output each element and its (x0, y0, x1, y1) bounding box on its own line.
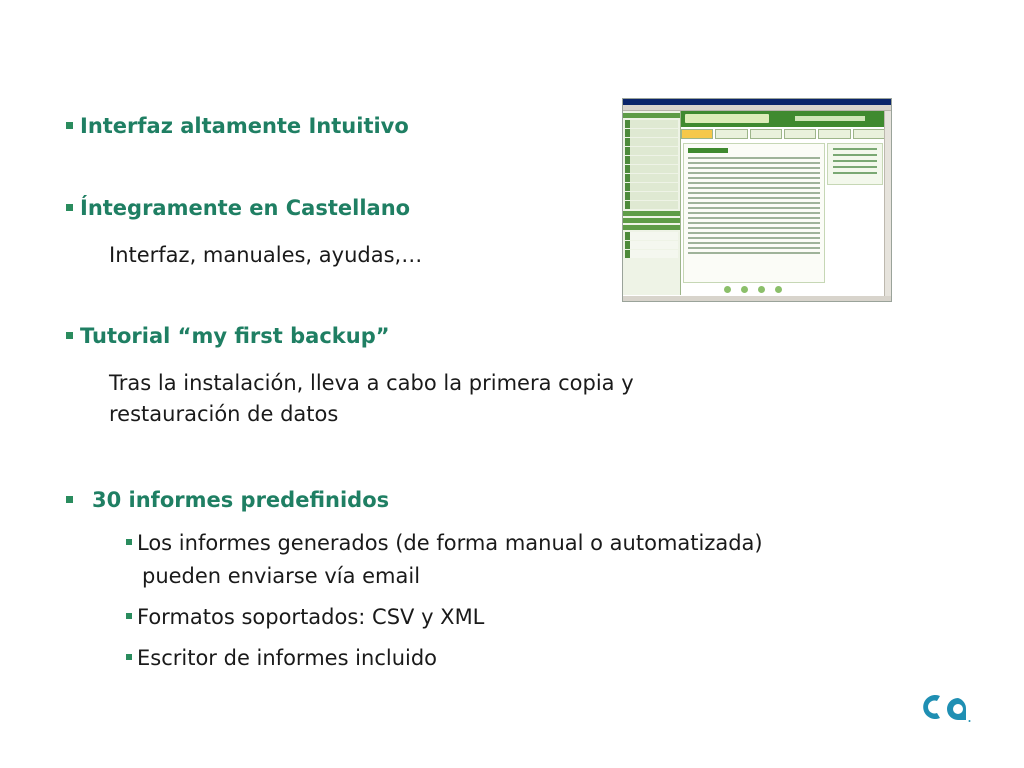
bullet-marker (66, 204, 73, 211)
sub-bullet-marker (126, 613, 132, 619)
bullet-2 (66, 196, 410, 220)
bullet-3-text: Tutorial “my first backup” (80, 324, 390, 348)
bullet-3-body-line1: Tras la instalación, lleva a cabo la primera copia y (109, 371, 634, 395)
bullet-3-body-line2: restauración de datos (109, 402, 339, 426)
bullet-3 (66, 324, 390, 348)
sub-bullet-2 (126, 605, 484, 629)
sub-bullet-marker (126, 654, 132, 660)
sub-bullet-marker (126, 539, 132, 545)
bullet-4-text: 30 informes predefinidos (92, 488, 390, 512)
bullet-1-text: Interfaz altamente Intuitivo (80, 114, 409, 138)
thumb-navigation-panel (623, 111, 681, 295)
thumb-info-pane (827, 143, 883, 185)
ca-logo (920, 690, 972, 724)
thumb-scrollbar (884, 111, 891, 296)
bullet-marker (66, 496, 73, 503)
sub-bullet-1-line2: pueden enviarse vía email (142, 564, 421, 588)
sub-bullet-3-text: Escritor de informes incluido (137, 646, 438, 670)
bullet-4 (66, 488, 389, 512)
thumb-navigation-buttons (683, 285, 823, 295)
bullet-1 (66, 114, 409, 138)
thumb-content-pane (683, 143, 825, 283)
sub-bullet-3 (126, 646, 437, 670)
app-screenshot-thumbnail (622, 98, 892, 302)
bullet-marker (66, 332, 73, 339)
thumb-tabs (681, 129, 885, 139)
bullet-marker (66, 122, 73, 129)
sub-bullet-1-text: Los informes generados (de forma manual o automatizada) (137, 531, 763, 555)
bullet-2-body: Interfaz, manuales, ayudas,… (109, 243, 423, 267)
sub-bullet-1 (126, 531, 763, 555)
bullet-2-text: Íntegramente en Castellano (80, 196, 411, 220)
thumb-statusbar (623, 296, 891, 301)
sub-bullet-2-text: Formatos soportados: CSV y XML (137, 605, 485, 629)
thumb-banner (681, 111, 885, 127)
